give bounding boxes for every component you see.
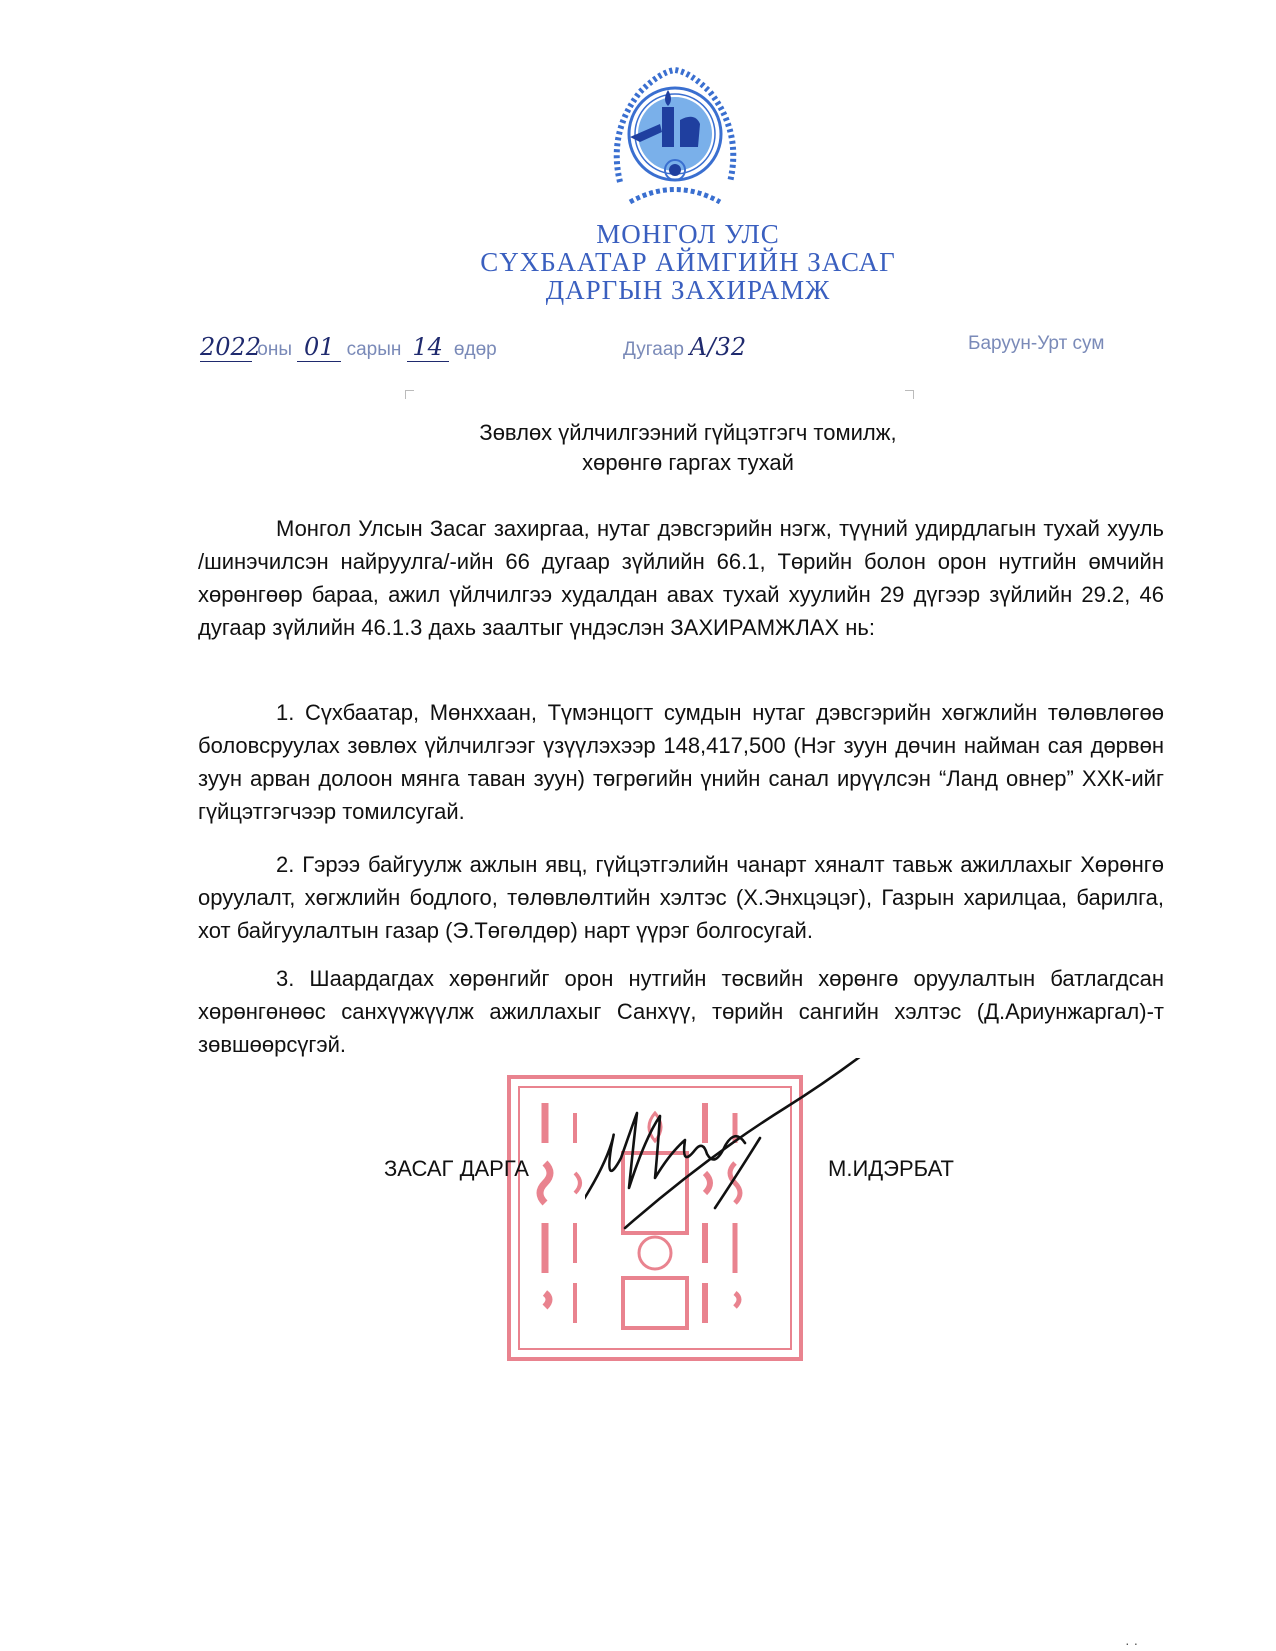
number-group [623, 333, 746, 361]
date-group [200, 333, 497, 362]
place-label: Баруун-Урт сум [968, 333, 1105, 354]
heading-line-province: СҮХБААТАР АЙМГИЙН ЗАСАГ [480, 247, 896, 277]
title-corner-mark [405, 390, 414, 399]
date-number-line [200, 333, 1160, 373]
day-label: өдөр [453, 339, 497, 360]
decree-item-3: 3. Шаардагдах хөрөнгийг орон нутгийн төсвийн хөрөнгө оруулалтын батлагдсан хөрөнгөнөөс санхүүжүүлж ажиллахыг Санхүү, төрийн сангийн хэлтэс (Д.Ариунжаргал)-т зөвшөөрсүгэй. [198, 966, 1164, 1057]
decree-item-2: 2. Гэрээ байгуулж ажлын явц, гүйцэтгэлийн чанарт хяналт тавьж ажиллахыг Хөрөнгө оруулалт, хөгжлийн бодлого, төлөвлөлтийн хэлтэс (Х.Энхцэцэг), Газрын харилцаа, барилга, хот байгуулалтын газар (Э.Төгөлдөр) нарт үүрэг болгосугай. [198, 852, 1164, 943]
decree-title [388, 418, 988, 478]
preamble-paragraph: Монгол Улсын Засаг захиргаа, нутаг дэвсгэрийн нэгж, түүний удирдлагын тухай хууль /шинэчилсэн найруулга/-ийн 66 дугаар зүйлийн 66.1, Төрийн болон орон нутгийн өмчийн хөрөнгөөр бараа, ажил үйлчилгээ худалдан авах тухай хуулийн 29 дүгээр зүйлийн 29.2, 46 дугаар зүйлийн 46.1.3 дахь заалтыг үндэслэн ЗАХИРАМЖЛАХ нь: [198, 516, 1164, 640]
heading-line-decree: ДАРГЫН ЗАХИРАМЖ [545, 275, 831, 305]
document-heading [388, 220, 988, 304]
title-line-1: Зөвлөх үйлчилгээний гүйцэтгэгч томилж, [479, 420, 897, 445]
handwritten-month: 01 [297, 333, 341, 362]
handwritten-day: 14 [407, 333, 449, 362]
heading-line-country: МОНГОЛ УЛС [596, 219, 780, 249]
handwritten-number: А/32 [689, 333, 747, 361]
title-line-2: хөрөнгө гаргах тухай [582, 450, 794, 475]
month-label: сарын [346, 339, 402, 360]
number-label: Дугаар [623, 339, 684, 360]
scan-speck: · · [1125, 1635, 1139, 1651]
signatory-title: ЗАСАГ ДАРГА [384, 1156, 529, 1181]
title-corner-mark [905, 390, 914, 399]
state-emblem-icon [600, 62, 750, 222]
handwritten-signature [585, 1058, 905, 1258]
handwritten-year: 2022 [200, 333, 262, 361]
decree-item-1: 1. Сүхбаатар, Мөнххаан, Түмэнцогт сумдын нутаг дэвсгэрийн хөгжлийн төлөвлөгөө боловсруулах зөвлөх үйлчилгээг үзүүлэхээр 148,417,500 (Нэг зуун дөчин найман сая дөрвөн зуун арван долоон мянга таван зуун) төгрөгийн үнийн санал ирүүлсэн “Ланд овнер” ХХК-ийг гүйцэтгэгчээр томилсугай. [198, 700, 1164, 824]
year-label: оны [257, 339, 292, 360]
signatory-name: М.ИДЭРБАТ [828, 1156, 954, 1181]
